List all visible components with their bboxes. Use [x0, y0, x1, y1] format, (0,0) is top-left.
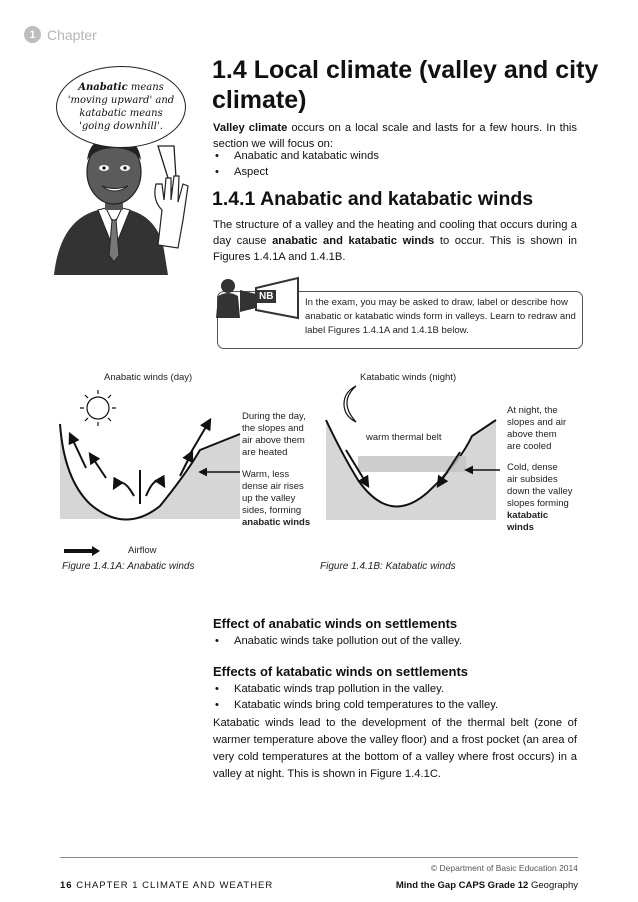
section-heading: 1.4.1 Anabatic and katabatic winds	[212, 188, 534, 210]
label-night-cooling	[507, 405, 566, 453]
figure-b-caption: Figure 1.4.1B: Katabatic winds	[320, 561, 456, 572]
footer-subject: Geography	[528, 880, 578, 891]
label-line: the slopes and	[242, 423, 304, 434]
label-line: air above them	[242, 435, 305, 446]
list-item: • Katabatic winds trap pollution in the valley.	[213, 681, 577, 697]
label-line: dense air rises	[242, 481, 304, 492]
chapter-number: 1	[24, 26, 41, 43]
intro-text: occurs on a local scale and lasts for a few hours. In this section we will focus on:	[213, 122, 578, 150]
footer-chapter	[60, 880, 273, 891]
chapter-tab	[24, 26, 97, 43]
effect-katabatic-list	[213, 681, 577, 713]
closing-paragraph: Katabatic winds lead to the development of the thermal belt (zone of warmer temperature above the valley floor) and a frost pocket (an area of very cold temperatures at the bottom of a valley where frost occurs) in a valley at night. This is shown in Figure 1.4.1C.	[213, 717, 577, 780]
anabatic-valley-diagram	[50, 384, 250, 564]
label-line: are cooled	[507, 441, 552, 452]
label-warm-air	[242, 469, 310, 529]
list-item: • Anabatic winds take pollution out of the valley.	[213, 633, 577, 649]
label-cold-air	[507, 462, 572, 534]
footer-book-title	[396, 880, 578, 891]
section-term: anabatic and katabatic winds	[272, 235, 435, 247]
footer-book-name: Mind the Gap CAPS Grade 12	[395, 880, 529, 891]
thermal-belt-label: warm thermal belt	[366, 432, 442, 443]
airflow-label: Airflow	[128, 545, 157, 556]
list-item: • Katabatic winds bring cold temperatures to the valley.	[213, 697, 577, 713]
speech-line1: means	[127, 82, 164, 93]
label-term-winds: winds	[507, 522, 534, 533]
figure-a-caption: Figure 1.4.1A: Anabatic winds	[62, 561, 195, 572]
speech-line3: katabatic means	[79, 108, 163, 119]
label-term-katabatic: katabatic	[507, 510, 549, 521]
nb-text: In the exam, you may be asked to draw, label or describe how anabatic or katabatic winds form in valleys. Learn to redraw and label Figures 1.4.1A and 1.4.1B below.	[305, 297, 576, 336]
sun-icon	[80, 390, 116, 426]
label-day-heating	[242, 411, 306, 459]
section-text-2: to occur. This is shown in Figures 1.4.1A and 1.4.1B.	[213, 235, 578, 263]
katabatic-valley-diagram	[320, 380, 510, 560]
label-line: Warm, less	[242, 469, 290, 480]
list-item: • Aspect	[213, 164, 577, 180]
footer-divider	[60, 857, 578, 858]
label-line: above them	[507, 429, 557, 440]
label-line: slopes forming	[507, 498, 569, 509]
label-line: down the valley	[507, 486, 573, 497]
speech-bubble	[56, 66, 186, 148]
page-number: 16	[60, 880, 73, 891]
chapter-label: Chapter	[47, 26, 97, 43]
effect-katabatic-heading: Effects of katabatic winds on settlements	[213, 664, 469, 679]
speech-line2: 'moving upward' and	[67, 95, 175, 106]
label-line: slopes and air	[507, 417, 567, 428]
label-line: are heated	[242, 447, 288, 458]
focus-list	[213, 148, 577, 180]
nb-badge: NB	[256, 290, 276, 303]
copyright-text: © Department of Basic Education 2014	[430, 863, 578, 873]
speech-line4: 'going downhill'.	[79, 121, 163, 132]
effect-anabatic-heading: Effect of anabatic winds on settlements	[213, 616, 458, 631]
label-term-anabatic: anabatic winds	[242, 517, 311, 528]
airflow-arrow-icon	[62, 545, 102, 557]
section-paragraph	[213, 217, 577, 265]
intro-term: Valley climate	[213, 122, 288, 134]
speech-term-anabatic: Anabatic	[78, 82, 128, 93]
section-text-1: The structure of a valley and the heating and cooling that occurs during a day cause	[213, 219, 577, 247]
label-line: At night, the	[507, 405, 558, 416]
label-line: air subsides	[507, 474, 558, 485]
label-line: During the day,	[242, 411, 306, 422]
list-item: • Anabatic and katabatic winds	[213, 148, 577, 164]
label-line: Cold, dense	[507, 462, 558, 473]
figure-a-heading: Anabatic winds (day)	[104, 372, 193, 383]
figure-b-heading: Katabatic winds (night)	[360, 372, 457, 383]
label-line: up the valley	[242, 493, 296, 504]
effect-anabatic-list	[213, 633, 577, 649]
page-title: 1.4 Local climate (valley and city climate)	[212, 56, 599, 114]
label-line: sides, forming	[242, 505, 302, 516]
moon-icon	[344, 386, 356, 422]
footer-chapter-title: CHAPTER 1 CLIMATE AND WEATHER	[76, 880, 274, 891]
